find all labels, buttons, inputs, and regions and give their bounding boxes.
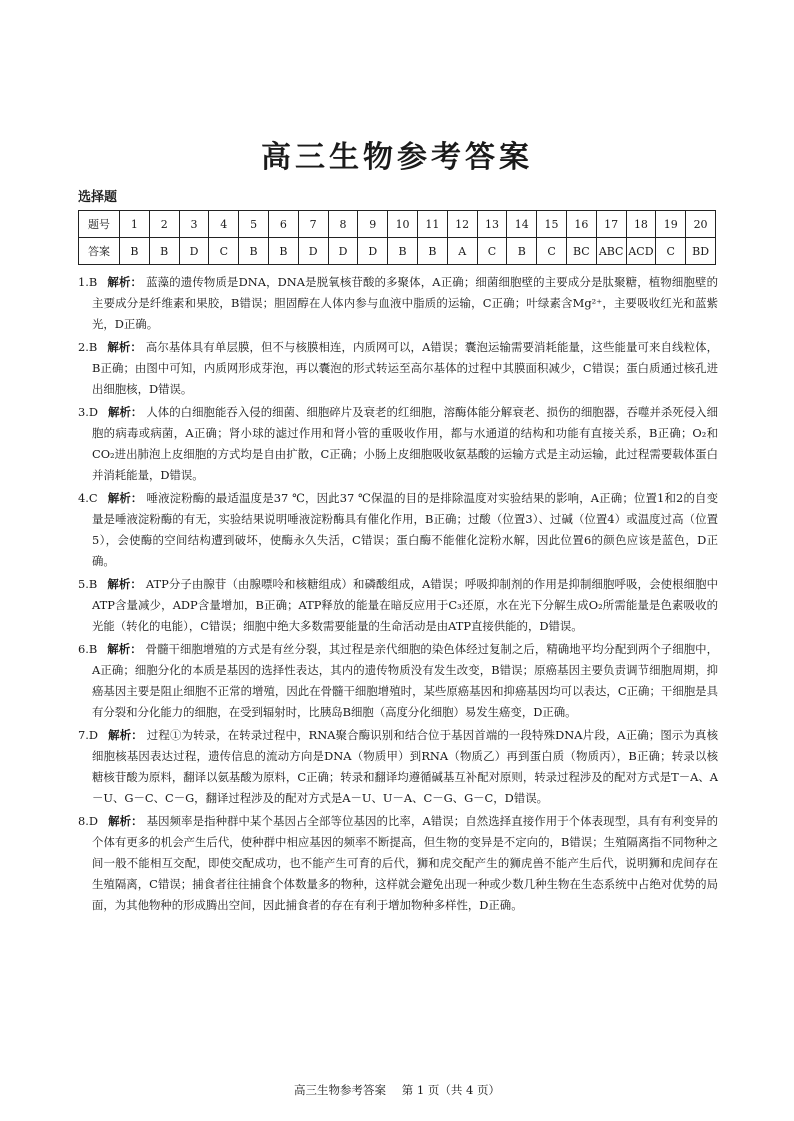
answer-cell: ACD [626, 238, 656, 265]
question-number-cell: 16 [566, 211, 596, 238]
question-number-cell: 20 [686, 211, 716, 238]
analysis-item [78, 402, 718, 486]
analysis-text: 基因频率是指种群中某个基因占全部等位基因的比率，A错误；自然选择直接作用于个体表现型，具有有利变异的个体有更多的机会产生后代，使种群中相应基因的频率不断提高，但生物的变异是不定向的，B错误；生殖隔离指不同物种之间一般不能相互交配，即使交配成功，也不能产生可育的后代，狮和虎交配产生的狮虎兽不能产生后代，说明狮和虎间存在生殖隔离，C错误；捕食者往往捕食个体数量多的物种，这样就会避免出现一种或少数几种生物在生态系统中占绝对优势的局面，为其他物种的形成腾出空间，因此捕食者的存在有利于增加物种多样性，D正确。 [92, 814, 718, 912]
question-number-cell: 7 [298, 211, 328, 238]
analysis-text: 骨髓干细胞增殖的方式是有丝分裂，其过程是亲代细胞的染色体经过复制之后，精确地平均分配到两个子细胞中，A正确；细胞分化的本质是基因的选择性表达，其内的遗传物质没有发生改变，B错误；原癌基因主要负责调节细胞周期，抑癌基因主要是阻止细胞不正常的增殖，因此在骨髓干细胞增殖时，某些原癌基因和抑癌基因均可以表达，C正确；干细胞是具有分裂和分化能力的细胞，在受到辐射时，比胰岛B细胞（高度分化细胞）易发生癌变，D正确。 [92, 642, 718, 719]
question-number-cell: 6 [268, 211, 298, 238]
question-number-cell: 14 [507, 211, 537, 238]
footer-doc-title: 高三生物参考答案 [294, 1083, 387, 1097]
question-number-cell: 4 [209, 211, 239, 238]
footer-page-number: 第 1 页（共 4 页） [401, 1083, 500, 1097]
analysis-label: 解析： [107, 340, 142, 354]
answer-cell: BC [566, 238, 596, 265]
answer-cell: C [477, 238, 507, 265]
question-number-cell: 13 [477, 211, 507, 238]
analysis-text: 蓝藻的遗传物质是DNA，DNA是脱氧核苷酸的多聚体，A正确；细菌细胞壁的主要成分是肽聚糖，植物细胞壁的主要成分是纤维素和果胶，B错误；胆固醇在人体内参与血液中脂质的运输，C正确；叶绿素含Mg²⁺，主要吸收红光和蓝紫光，D正确。 [92, 275, 718, 331]
item-answer: B [88, 275, 98, 289]
page-footer [0, 1082, 794, 1098]
answer-cell: C [656, 238, 686, 265]
answer-row [79, 238, 716, 265]
analysis-label: 解析： [107, 642, 142, 656]
analysis-item [78, 337, 718, 400]
answer-cell: B [120, 238, 150, 265]
analysis-text: 过程①为转录，在转录过程中，RNA聚合酶识别和结合位于基因首端的一段特殊DNA片段，A正确；图示为真核细胞核基因表达过程，遗传信息的流动方向是DNA（物质甲）到RNA（物质乙）再到蛋白质（物质丙），B正确；转录以核糖核苷酸为原料，翻译以氨基酸为原料，C正确；转录和翻译均遵循碱基互补配对原则，转录过程涉及的配对方式是T－A、A－U、G－C、C－G，翻译过程涉及的配对方式是A－U、U－A、C－G、G－C，D错误。 [92, 728, 718, 805]
analysis-item [78, 725, 718, 809]
analysis-text: 唾液淀粉酶的最适温度是37 ℃，因此37 ℃保温的目的是排除温度对实验结果的影响，A正确；位置1和2的自变量是唾液淀粉酶的有无，实验结果说明唾液淀粉酶具有催化作用，B正确；过酸（位置3）、过碱（位置4）或温度过高（位置5），会使酶的空间结构遭到破坏，使酶永久失活，C错误；蛋白酶不能催化淀粉水解，因此位置6的颜色应该是蓝色，D正确。 [92, 491, 718, 568]
question-number-cell: 2 [149, 211, 179, 238]
answer-table [78, 210, 716, 265]
row-label-number: 题号 [79, 211, 120, 238]
analysis-label: 解析： [107, 491, 143, 505]
analysis-item [78, 811, 718, 916]
analysis-item [78, 272, 718, 335]
answer-cell: BD [686, 238, 716, 265]
question-number-cell: 15 [537, 211, 567, 238]
item-number: 2. [78, 340, 89, 354]
answer-cell: B [507, 238, 537, 265]
answer-cell: C [537, 238, 567, 265]
answer-cell: B [417, 238, 447, 265]
question-number-cell: 1 [120, 211, 150, 238]
item-answer: D [88, 728, 99, 742]
answer-cell: B [388, 238, 418, 265]
question-number-cell: 19 [656, 211, 686, 238]
answer-cell: B [239, 238, 269, 265]
analysis-label: 解析： [108, 814, 143, 828]
analysis-text: 高尔基体具有单层膜，但不与核膜相连，内质网可以，A错误；囊泡运输需要消耗能量，这些能量可来自线粒体，B正确；由图中可知，内质网形成芽泡，再以囊泡的形式转运至高尔基体的过程中其膜面积减少，C错误；蛋白质通过核孔进出细胞核，D错误。 [92, 340, 718, 396]
analysis-label: 解析： [107, 577, 142, 591]
answer-cell: A [447, 238, 477, 265]
answer-cell: B [149, 238, 179, 265]
question-number-cell: 12 [447, 211, 477, 238]
question-number-cell: 9 [358, 211, 388, 238]
answer-cell: ABC [596, 238, 626, 265]
answer-cell: D [328, 238, 358, 265]
analysis-label: 解析： [107, 275, 143, 289]
answer-cell: D [358, 238, 388, 265]
item-answer: B [88, 577, 98, 591]
item-number: 1. [78, 275, 89, 289]
page-title: 高三生物参考答案 [261, 140, 533, 175]
answer-cell: D [179, 238, 209, 265]
analysis-list [78, 272, 718, 918]
item-number: 6. [78, 642, 89, 656]
analysis-item [78, 574, 718, 637]
answer-cell: B [268, 238, 298, 265]
item-answer: C [88, 491, 98, 505]
item-number: 8. [78, 814, 89, 828]
question-number-cell: 10 [388, 211, 418, 238]
item-number: 3. [78, 405, 89, 419]
item-answer: D [88, 405, 99, 419]
question-number-cell: 18 [626, 211, 656, 238]
analysis-label: 解析： [108, 728, 143, 742]
item-answer: D [88, 814, 99, 828]
row-label-answer: 答案 [79, 238, 120, 265]
section-label: 选择题 [78, 190, 118, 205]
analysis-text: ATP分子由腺苷（由腺嘌呤和核糖组成）和磷酸组成，A错误；呼吸抑制剂的作用是抑制细胞呼吸，会使根细胞中ATP含量减少，ADP含量增加，B正确；ATP释放的能量在暗反应用于C₃还原，水在光下分解生成O₂所需能量是色素吸收的光能（转化的电能），C错误；细胞中绝大多数需要能量的生命活动是由ATP直接供能的，D错误。 [92, 577, 718, 633]
answer-cell: D [298, 238, 328, 265]
analysis-text: 人体的白细胞能吞入侵的细菌、细胞碎片及衰老的红细胞，溶酶体能分解衰老、损伤的细胞器，吞噬并杀死侵入细胞的病毒或病菌，A正确；肾小球的滤过作用和肾小管的重吸收作用，都与水通道的结构和功能有直接关系，B正确；O₂和CO₂进出肺泡上皮细胞的方式均是自由扩散，C正确；小肠上皮细胞吸收氨基酸的运输方式是主动运输，此过程需要载体蛋白并消耗能量，D错误。 [92, 405, 718, 482]
analysis-label: 解析： [108, 405, 143, 419]
item-number: 4. [78, 491, 89, 505]
item-number: 5. [78, 577, 89, 591]
question-number-row [79, 211, 716, 238]
item-number: 7. [78, 728, 89, 742]
item-answer: B [88, 642, 98, 656]
analysis-item [78, 639, 718, 723]
question-number-cell: 17 [596, 211, 626, 238]
analysis-item [78, 488, 718, 572]
answer-cell: C [209, 238, 239, 265]
question-number-cell: 8 [328, 211, 358, 238]
question-number-cell: 3 [179, 211, 209, 238]
question-number-cell: 5 [239, 211, 269, 238]
item-answer: B [88, 340, 98, 354]
question-number-cell: 11 [417, 211, 447, 238]
